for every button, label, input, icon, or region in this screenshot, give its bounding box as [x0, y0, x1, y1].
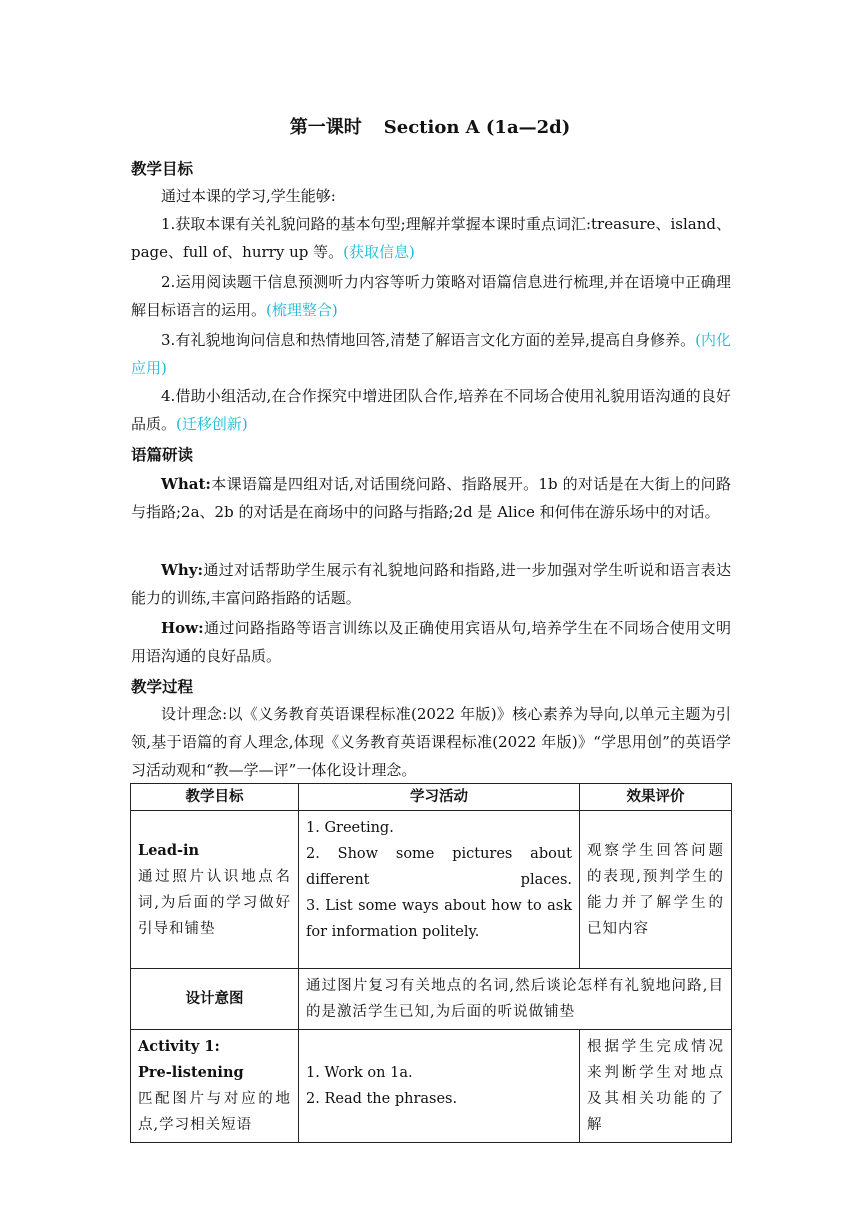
process-heading: 教学过程 — [131, 677, 194, 696]
design-text-cell: 通过图片复习有关地点的名词,然后谈论怎样有礼貌地问路,目的是激活学生已知,为后面的听说做铺垫 — [299, 969, 732, 1030]
header-goal: 教学目标 — [131, 784, 299, 811]
activity1-goal-cell — [131, 1030, 299, 1143]
title-en: Section A (1a—2d) — [383, 117, 571, 138]
leadin-activity-cell — [299, 811, 580, 969]
goal-item-2: 2.运用阅读题干信息预测听力内容等听力策略对语篇信息进行梳理,并在语境中正确理解目标语言的运用。(梳理整合) — [131, 273, 731, 319]
goal-tag-4: (迁移创新) — [176, 415, 248, 433]
what-paragraph: What:本课语篇是四组对话,对话围绕问路、指路展开。1b 的对话是在大街上的问路与指路;2a、2b 的对话是在商场中的问路与指路;2d 是 Alice 和何伟在游乐场中的对话。 — [131, 475, 731, 521]
goal-item-1: 1.获取本课有关礼貌问路的基本句型;理解并掌握本课时重点词汇:treasure、island、page、full of、hurry up 等。(获取信息) — [131, 215, 731, 261]
header-activity: 学习活动 — [299, 784, 580, 811]
leadin-goal-cell — [131, 811, 299, 969]
design-label-cell: 设计意图 — [131, 969, 299, 1030]
goals-intro: 通过本课的学习,学生能够: — [161, 187, 336, 205]
how-paragraph: How:通过问路指路等语言训练以及正确使用宾语从句,培养学生在不同场合使用文明用语沟通的良好品质。 — [131, 619, 731, 665]
activity1-activity-cell — [299, 1030, 580, 1143]
lesson-title — [0, 116, 860, 140]
goal-item-3: 3.有礼貌地询问信息和热情地回答,清楚了解语言文化方面的差异,提高自身修养。(内化应用) — [131, 331, 731, 377]
table-header-row — [131, 784, 732, 811]
list-item: 3. List some ways about how to ask for information politely. — [306, 898, 572, 940]
table-row-leadin — [131, 811, 732, 969]
activity1-evaluation-cell: 根据学生完成情况来判断学生对地点及其相关功能的了解 — [580, 1030, 732, 1143]
title-cn: 第一课时 — [289, 117, 362, 138]
activity1-title: Activity 1: — [138, 1038, 220, 1055]
list-item: 1. Work on 1a. — [306, 1065, 413, 1081]
why-paragraph: Why:通过对话帮助学生展示有礼貌地问路和指路,进一步加强对学生听说和语言表达能力的训练,丰富问路指路的话题。 — [131, 561, 731, 607]
leadin-goal: 通过照片认识地点名词,为后面的学习做好引导和铺垫 — [138, 868, 291, 937]
goal-tag-3: (内化应用) — [131, 331, 731, 377]
list-item: 2. Read the phrases. — [306, 1091, 458, 1107]
goal-tag-2: (梳理整合) — [266, 301, 338, 319]
lesson-plan-table — [130, 783, 732, 1143]
process-intro: 设计理念:以《义务教育英语课程标准(2022 年版)》核心素养为导向,以单元主题为引领,基于语篇的育人理念,体现《义务教育英语课程标准(2022 年版)》“学思用创”的英语学习活动观和“教—学—评”一体化设计理念。 — [131, 705, 731, 779]
goal-tag-1: (获取信息) — [343, 243, 415, 261]
text-analysis-heading: 语篇研读 — [131, 445, 194, 464]
activity1-subtitle: Pre-listening — [138, 1064, 244, 1081]
goals-heading: 教学目标 — [131, 159, 194, 178]
leadin-title: Lead-in — [138, 841, 200, 859]
table-row-activity1 — [131, 1030, 732, 1143]
table-row-design — [131, 969, 732, 1030]
header-evaluation: 效果评价 — [580, 784, 732, 811]
list-item: 1. Greeting. — [306, 820, 394, 836]
activity1-goal: 匹配图片与对应的地点,学习相关短语 — [138, 1091, 291, 1133]
goal-item-4: 4.借助小组活动,在合作探究中增进团队合作,培养在不同场合使用礼貌用语沟通的良好品质。(迁移创新) — [131, 387, 731, 433]
list-item: 2. Show some pictures about different places. — [306, 846, 572, 888]
leadin-evaluation-cell: 观察学生回答问题的表现,预判学生的能力并了解学生的已知内容 — [580, 811, 732, 969]
